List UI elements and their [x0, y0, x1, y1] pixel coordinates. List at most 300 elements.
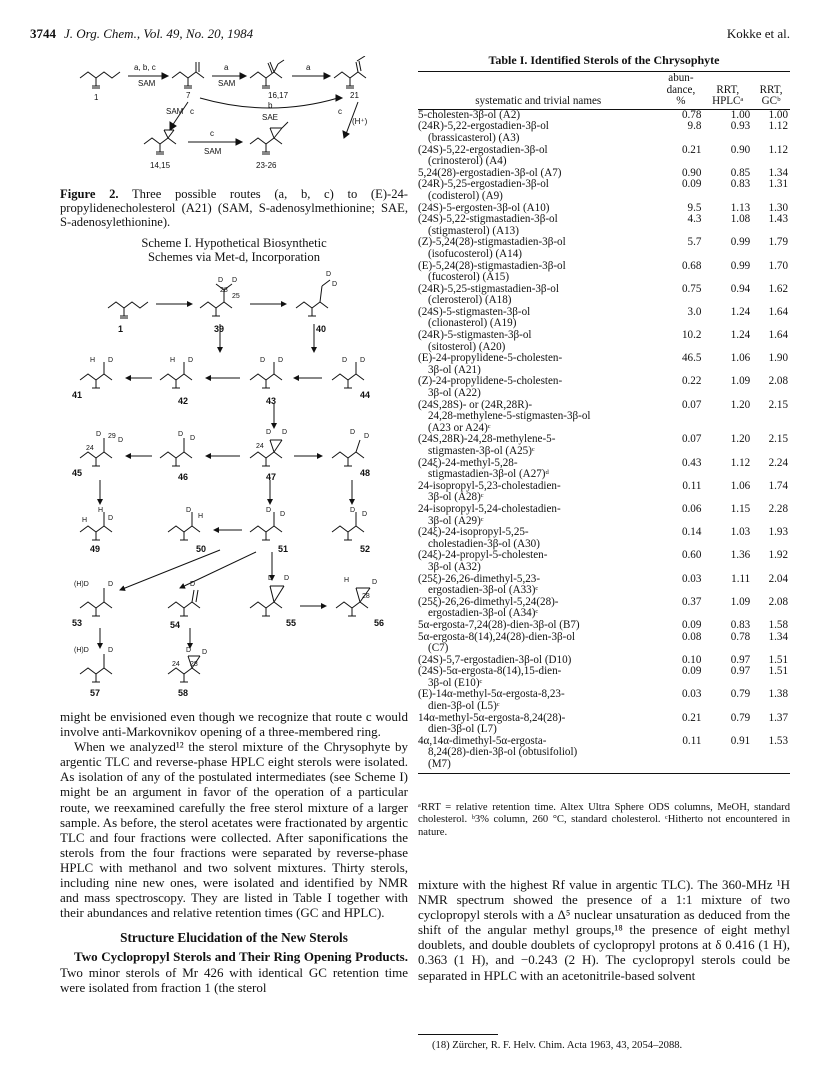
cmpd-7: 7: [186, 91, 191, 100]
rrt-gc-value: 1.00: [768, 108, 788, 121]
atom-hd: (H)D: [74, 581, 89, 588]
col-header-rrt-gc: [752, 72, 790, 110]
sterol-name: [418, 689, 658, 712]
rrt-gc-value: 1.53: [752, 736, 790, 773]
table-row: [418, 458, 790, 481]
atom-d: D: [218, 277, 224, 284]
rrt-gc-value: 2.28: [768, 502, 788, 515]
figure-2-label: Figure 2.: [60, 187, 119, 201]
rrt-hplc-value: 1.12: [730, 456, 751, 469]
table-row: [418, 145, 790, 168]
abundance-value: 0.22: [681, 375, 702, 388]
scheme-1-title: [60, 236, 408, 264]
abundance-value: 0.09: [681, 178, 702, 191]
cmpd-16-17: 16,17: [268, 91, 289, 100]
atom-d: D: [364, 433, 370, 440]
sterol-name-line: (25ξ)-26,26-dimethyl-5,23-: [418, 572, 541, 585]
sterol-name: [418, 145, 658, 168]
rrt-hplc-value: 1.24: [730, 305, 751, 318]
sterol-name-line: (E)-24-propylidene-5-cholesten-: [418, 352, 563, 365]
label-sam-4: SAM: [204, 147, 222, 156]
cmpd-1: 1: [118, 324, 124, 334]
sterol-name-line: (clerosterol) (A18): [428, 294, 512, 307]
abundance-value: 3.0: [687, 305, 702, 318]
label-c-3: c: [210, 129, 214, 138]
rrt-gc-value: 1.64: [768, 305, 788, 318]
sterol-name: [418, 353, 658, 376]
sterol-name-line: stigmasten-3β-ol (A25)ᶜ: [428, 445, 535, 457]
rrt-hplc-value: 1.09: [730, 595, 751, 608]
abundance-value: 0.09: [681, 618, 702, 631]
abundance-value: 0.90: [681, 166, 702, 179]
sterol-name-line: 5-cholesten-3β-ol (A2): [418, 108, 521, 121]
sterol-name: [418, 713, 658, 736]
rrt-gc-value: 1.37: [768, 711, 788, 724]
table-row: [418, 284, 790, 307]
atom-d: D: [232, 277, 238, 284]
paragraph-text: Two minor sterols of Mr 426 with identical GC retention time were isolated from fraction 1 (the sterol: [60, 964, 408, 995]
sterol-name: [418, 597, 658, 620]
label-a-2: a: [306, 63, 311, 72]
sterol-name-line: (24S)-5,22-ergostadien-3β-ol: [418, 143, 548, 156]
atom-n25: 25: [232, 293, 240, 300]
sterol-name-line: (24S,28S)- or (24R,28R)-: [418, 398, 533, 411]
left-body-text: [60, 709, 408, 995]
atom-d: D: [350, 429, 356, 436]
cmpd-41: 41: [72, 390, 83, 400]
sterol-name-line: 3β-ol (A21): [428, 363, 481, 376]
atom-h: H: [90, 357, 96, 364]
sterol-name: [418, 214, 658, 237]
rrt-hplc-value: 1.03: [730, 526, 751, 539]
rrt-hplc-value: 0.79: [730, 688, 751, 701]
rrt-gc-value: 2.15: [768, 398, 788, 411]
sterol-name: [418, 504, 658, 527]
sterol-name: [418, 307, 658, 330]
atom-h: H: [344, 577, 350, 584]
sterol-name-line: (24S)-5-stigmasten-3β-ol: [418, 305, 531, 318]
atom-d: D: [186, 507, 192, 514]
sterol-name: [418, 284, 658, 307]
atom-d: D: [268, 575, 274, 582]
cmpd-48: 48: [360, 468, 371, 478]
abundance-value: 0.03: [681, 572, 702, 585]
atom-n28: 28: [190, 661, 198, 668]
subheading: Two Cyclopropyl Sterols and Their Ring Opening Products.: [74, 949, 408, 965]
abundance-value: 0.11: [682, 479, 702, 492]
abundance-value: 0.10: [681, 653, 702, 666]
atom-n24: 24: [256, 443, 264, 450]
atom-d: D: [350, 507, 356, 514]
cmpd-39: 39: [214, 324, 225, 334]
sterol-name-line: (24ξ)-24-propyl-5-cholesten-: [418, 549, 548, 562]
rrt-gc-value: 1.79: [768, 236, 788, 249]
footnote-rule: [418, 1034, 498, 1035]
abundance-value: 46.5: [681, 352, 702, 365]
figure-2-scheme: [70, 56, 400, 186]
table-row: [418, 504, 790, 527]
abundance-value: 9.5: [687, 201, 702, 214]
sterol-name-line: 24-isopropyl-5,23-cholestadien-: [418, 479, 561, 492]
rrt-gc-value: 1.93: [768, 526, 788, 539]
abundance-value: 0.06: [681, 502, 702, 515]
sterol-name-line: 5α-ergosta-8(14),24(28)-dien-3β-ol: [418, 630, 575, 643]
sterol-name-line: (24R)-5-stigmasten-3β-ol: [418, 329, 532, 342]
atom-d: D: [266, 507, 272, 514]
cmpd-23-26: 23-26: [256, 161, 277, 170]
sterol-name-line: (24R)-5,25-stigmastadien-3β-ol: [418, 282, 559, 295]
label-b: b: [268, 101, 273, 110]
rrt-hplc-value: 0.91: [703, 736, 752, 773]
cmpd-55: 55: [286, 618, 297, 628]
cmpd-51: 51: [278, 544, 289, 554]
sterol-name-line: (24ξ)-24-isopropyl-5,25-: [418, 526, 529, 539]
atom-d: D: [186, 647, 192, 654]
sterol-name-line: cholestadien-3β-ol (A30): [428, 537, 540, 550]
scheme-1: [60, 268, 408, 704]
sterol-name: [418, 400, 658, 435]
rrt-hplc-value: 1.06: [730, 352, 751, 365]
table-row: [418, 481, 790, 504]
cmpd-47: 47: [266, 472, 277, 482]
rrt-hplc-value: 0.90: [730, 143, 751, 156]
abundance-value: 4.3: [687, 213, 702, 226]
cmpd-52: 52: [360, 544, 371, 554]
sterol-name: [418, 179, 658, 202]
cmpd-42: 42: [178, 396, 189, 406]
abundance-value: 0.08: [681, 630, 702, 643]
cmpd-53: 53: [72, 618, 83, 628]
sterol-name-line: (fucosterol) (A15): [428, 271, 510, 284]
cmpd-40: 40: [316, 324, 327, 334]
sterol-name-line: (24ξ)-24-methyl-5,28-: [418, 456, 518, 469]
rrt-gc-value: 1.90: [768, 352, 788, 365]
atom-d: D: [362, 511, 368, 518]
abundance-value: 0.68: [681, 259, 702, 272]
rrt-hplc-value: 1.13: [730, 201, 751, 214]
sterol-name-line: (isofucosterol) (A14): [428, 247, 522, 260]
rrt-hplc-value: 0.79: [730, 711, 751, 724]
sterol-name-line: (E)-14α-methyl-5α-ergosta-8,23-: [418, 688, 565, 701]
cmpd-45: 45: [72, 468, 83, 478]
sterol-name-line: 8,24(28)-dien-3β-ol (obtusifoliol): [428, 746, 578, 759]
rrt-gc-value: 2.08: [768, 375, 788, 388]
header-line: RRT,: [759, 83, 783, 96]
rrt-gc-value: 1.34: [768, 630, 788, 643]
label-c-2: c: [338, 107, 342, 116]
sterol-name-line: (brassicasterol) (A3): [428, 131, 520, 144]
atom-d: D: [190, 435, 196, 442]
atom-n28: 28: [362, 593, 370, 600]
table-footnote: ᵃRRT = relative retention time. Altex Ultra Sphere ODS columns, MeOH, standard cholesterol. ᵇ3% column, 260 °C, standard cholesterol. ᶜHitherto not encountered in nature.: [418, 802, 790, 838]
atom-d: D: [284, 575, 290, 582]
rrt-gc-value: 1.62: [768, 282, 788, 295]
abundance-value: 0.21: [681, 711, 702, 724]
rrt-hplc-value: 0.93: [730, 120, 751, 133]
sterol-name-line: (24R)-5,25-ergostadien-3β-ol: [418, 178, 549, 191]
rrt-hplc-value: 1.00: [730, 108, 751, 121]
rrt-gc-value: 1.12: [768, 143, 788, 156]
abundance-value: 0.07: [681, 433, 702, 446]
table-row: [418, 574, 790, 597]
sterol-name-line: (stigmasterol) (A13): [428, 224, 519, 237]
sterol-name: [418, 237, 658, 260]
sterol-name-line: (24R)-5,22-ergostadien-3β-ol: [418, 120, 549, 133]
rrt-hplc-value: 0.85: [730, 166, 751, 179]
sterol-name: [418, 527, 658, 550]
atom-d: D: [326, 271, 332, 278]
sterol-name-line: 5,24(28)-ergostadien-3β-ol (A7): [418, 166, 562, 179]
sterol-name: [418, 458, 658, 481]
sterol-name-line: 4α,14α-dimethyl-5α-ergosta-: [418, 734, 547, 747]
sterol-name: [418, 666, 658, 689]
table-row: [418, 121, 790, 144]
label-sae: SAE: [262, 113, 279, 122]
sterol-name-line: dien-3β-ol (L5)ᶜ: [428, 700, 500, 713]
table-row: [418, 179, 790, 202]
abundance-value: 0.21: [681, 143, 702, 156]
table-row: [418, 261, 790, 284]
atom-d: D: [178, 431, 184, 438]
rrt-gc-value: 2.04: [768, 572, 788, 585]
scheme-1-title-line2: Schemes via Met-d, Incorporation: [147, 250, 321, 264]
sterol-name: [418, 620, 658, 632]
atom-d: D: [280, 511, 286, 518]
atom-d: D: [360, 357, 366, 364]
rrt-hplc-value: 1.24: [730, 329, 751, 342]
atom-d: D: [332, 281, 338, 288]
sterol-name: [418, 736, 658, 773]
rrt-gc-value: 1.51: [768, 653, 788, 666]
abundance-value: 5.7: [687, 236, 702, 249]
sterol-name-line: 24-isopropyl-5,24-cholestadien-: [418, 502, 561, 515]
atom-d: D: [202, 649, 208, 656]
table-row: [418, 330, 790, 353]
abundance-value: 0.78: [681, 108, 702, 121]
abundance-value: 0.03: [681, 688, 702, 701]
table-row: [418, 550, 790, 573]
rrt-gc-value: 1.34: [768, 166, 788, 179]
sterol-name: [418, 376, 658, 399]
paragraph: When we analyzed¹² the sterol mixture of the Chrysophyte by argentic TLC and reverse-phase HPLC eight sterols were isolated. As isolation of any of the postulated intermediates (see Scheme I) might be an argument in favor of the operation of a particular route, we reexamined carefully the free sterol mixture of a larger sample. As before, the sterol acetates were fractionated by argentic TLC and four fractions were collected. After saponifications the sterols from the four fractions were separated by reverse-phase HPLC with methanol and two solvent mixtures. Thirty sterols, including nine new ones, were isolated and identified by NMR and mass spectroscopy. They are listed in Table I together with their abundances and relative retention times (GC and HPLC).: [60, 739, 408, 921]
label-sam-1: SAM: [138, 79, 156, 88]
sterol-name-line: (C7): [428, 642, 449, 655]
figure-2-caption-text: Three possible routes (a, b, c) to (E)-24-propylidenecholesterol (A21) (SAM, S-adenosylmethionine; SAE, S-adenosylethionine).: [60, 187, 408, 229]
atom-d: D: [108, 647, 114, 654]
paragraph: might be envisioned even though we recognize that route c would involve anti-Markovnikov opening of a three-membered ring.: [60, 709, 408, 740]
sterol-name-line: 5α-ergosta-7,24(28)-dien-3β-ol (B7): [418, 618, 580, 631]
footnote-18: (18) Zürcher, R. F. Helv. Chim. Acta 1963, 43, 2054–2088.: [432, 1040, 683, 1051]
cmpd-54: 54: [170, 620, 181, 630]
abundance-value: 0.75: [681, 282, 702, 295]
label-a-1: a: [224, 63, 229, 72]
rrt-gc-value: 1.31: [768, 178, 788, 191]
rrt-hplc-value: 0.99: [730, 236, 751, 249]
cmpd-58: 58: [178, 688, 189, 698]
sterol-name-line: 14α-methyl-5α-ergosta-8,24(28)-: [418, 711, 566, 724]
atom-h: H: [82, 517, 88, 524]
abundance-value: 9.8: [687, 120, 702, 133]
col-header-names: systematic and trivial names: [418, 72, 658, 110]
sterol-name-line: (E)-5,24(28)-stigmastadien-3β-ol: [418, 259, 566, 272]
label-sam-2: SAM: [218, 79, 236, 88]
sterol-name: [418, 632, 658, 655]
rrt-hplc-value: 0.83: [730, 618, 751, 631]
rrt-hplc-value: 0.97: [730, 653, 751, 666]
sterol-name-line: (24S,28R)-24,28-methylene-5-: [418, 433, 556, 446]
sterol-name-line: 3β-ol (A32): [428, 560, 481, 573]
sterol-name-line: (sitosterol) (A20): [428, 340, 506, 353]
rrt-gc-value: 1.12: [768, 120, 788, 133]
atom-d: D: [96, 431, 102, 438]
header-line: RRT,: [716, 83, 740, 96]
sterol-name-line: (codisterol) (A9): [428, 189, 503, 202]
table-row: [418, 689, 790, 712]
table-row: [418, 666, 790, 689]
rrt-hplc-value: 0.94: [730, 282, 751, 295]
rrt-gc-value: 1.74: [768, 479, 788, 492]
atom-n29: 29: [108, 433, 116, 440]
sterol-name-line: (clionasterol) (A19): [428, 317, 517, 330]
table-row: [418, 237, 790, 260]
rrt-hplc-value: 0.78: [730, 630, 751, 643]
header-line: HPLCᵃ: [712, 95, 744, 108]
abundance-value: 0.07: [681, 398, 702, 411]
atom-d: D: [190, 581, 196, 588]
rrt-hplc-value: 1.15: [730, 502, 751, 515]
right-body-text: mixture with the highest Rf value in argentic TLC). The 360-MHz ¹H NMR spectrum showed the presence of a 1:1 mixture of two cyclopropyl sterols with a Δ⁵ nuclear unsaturation as deduced from the shift of the angular methyl groups,¹⁸ the presence of eight methyl doublets, and double doublets of cyclopropyl protons at δ 0.416 (1 H), 0.363 (1 H), and −0.243 (2 H). The cyclopropyl sterols could be separated in HPLC with an acetonitrile-based solvent: [418, 877, 790, 983]
rrt-hplc-value: 1.11: [731, 572, 751, 585]
table-row: [418, 353, 790, 376]
cmpd-43: 43: [266, 396, 277, 406]
rrt-gc-value: 1.92: [768, 549, 788, 562]
header-line: abun-: [668, 72, 694, 84]
atom-h: H: [170, 357, 176, 364]
table-row: [418, 214, 790, 237]
table-row: [418, 527, 790, 550]
label-c-1: c: [190, 107, 194, 116]
col-header-abundance: [658, 72, 703, 110]
sterol-name-line: 3β-ol (A22): [428, 387, 481, 400]
abundance-value: 0.60: [681, 549, 702, 562]
header-line: dance,: [666, 83, 696, 96]
atom-d: D: [342, 357, 348, 364]
sterol-name-line: (Z)-5,24(28)-stigmastadien-3β-ol: [418, 236, 566, 249]
rrt-hplc-value: 1.36: [730, 549, 751, 562]
section-heading: Structure Elucidation of the New Sterols: [120, 930, 348, 946]
header-line: %: [676, 95, 686, 108]
sterol-name-line: (24S)-5,7-ergostadien-3β-ol (D10): [418, 653, 572, 666]
sterol-table: [418, 71, 790, 774]
sterol-name: [418, 261, 658, 284]
abundance-value: 10.2: [681, 329, 702, 342]
table-title: Table I. Identified Sterols of the Chrysophyte: [488, 53, 720, 67]
rrt-gc-value: 2.08: [768, 595, 788, 608]
page-number: 3744: [30, 26, 56, 41]
rrt-hplc-value: 1.09: [730, 375, 751, 388]
running-header: [30, 26, 790, 44]
sterol-name-line: (crinosterol) (A4): [428, 155, 507, 168]
sterol-name: [418, 330, 658, 353]
sterol-name-line: (24S)-5α-ergosta-8(14),15-dien-: [418, 665, 562, 678]
col-header-rrt-hplc: [703, 72, 752, 110]
sterol-name: [418, 121, 658, 144]
atom-n24: 24: [86, 445, 94, 452]
table-row: [418, 434, 790, 457]
abundance-value: 0.37: [681, 595, 702, 608]
atom-d: D: [118, 437, 124, 444]
rrt-gc-value: 1.43: [768, 213, 788, 226]
abundance-value: 0.09: [681, 665, 702, 678]
rrt-gc-value: 1.51: [768, 665, 788, 678]
author-header: Kokke et al.: [726, 26, 790, 41]
abundance-value: 0.11: [658, 736, 703, 773]
atom-d: D: [372, 579, 378, 586]
abundance-value: 0.43: [681, 456, 702, 469]
rrt-hplc-value: 0.97: [730, 665, 751, 678]
sterol-name: [418, 574, 658, 597]
sterol-name-line: (24S)-5,22-stigmastadien-3β-ol: [418, 213, 558, 226]
sterol-name: [418, 481, 658, 504]
atom-d: D: [108, 515, 114, 522]
sterol-name-line: 3β-ol (A28)ᶜ: [428, 491, 484, 504]
cmpd-50: 50: [196, 544, 207, 554]
table-row: [418, 736, 790, 773]
label-sam-3: SAM: [166, 107, 184, 116]
sterol-name-line: (25ξ)-26,26-dimethyl-5,24(28)-: [418, 595, 559, 608]
rrt-hplc-value: 0.99: [730, 259, 751, 272]
journal-citation: J. Org. Chem., Vol. 49, No. 20, 1984: [64, 26, 254, 41]
atom-hd: (H)D: [74, 647, 89, 654]
atom-d: D: [282, 429, 288, 436]
table-header-row: [418, 72, 790, 110]
sterol-name-line: stigmastadien-3β-ol (A27)ᵈ: [428, 468, 549, 481]
cmpd-46: 46: [178, 472, 189, 482]
rrt-gc-value: 1.58: [768, 618, 788, 631]
cmpd-1: 1: [94, 93, 99, 102]
label-abc: a, b, c: [134, 63, 156, 72]
sterol-name-line: 3β-ol (A29)ᶜ: [428, 514, 484, 527]
paragraph: [60, 949, 408, 994]
header-line: GCᵇ: [761, 95, 781, 108]
label-h-plus: (H⁺): [352, 117, 368, 126]
sterol-name: [418, 434, 658, 457]
rrt-gc-value: 1.38: [768, 688, 788, 701]
sterol-name-line: (Z)-24-propylidene-5-cholesten-: [418, 375, 563, 388]
figure-2-caption: [60, 187, 408, 229]
sterol-name: [418, 550, 658, 573]
cmpd-57: 57: [90, 688, 101, 698]
atom-n24: 24: [172, 661, 180, 668]
atom-h: H: [98, 507, 104, 514]
sterol-name-line: ergostadien-3β-ol (A33)ᶜ: [428, 584, 539, 597]
rrt-gc-value: 1.30: [768, 201, 788, 214]
rrt-gc-value: 1.64: [768, 329, 788, 342]
sterol-name-line: ergostadien-3β-ol (A34)ᶜ: [428, 607, 539, 620]
cmpd-49: 49: [90, 544, 101, 554]
rrt-hplc-value: 1.06: [730, 479, 751, 492]
table-row: [418, 400, 790, 435]
rrt-hplc-value: 1.20: [730, 433, 751, 446]
cmpd-14-15: 14,15: [150, 161, 171, 170]
table-row: [418, 597, 790, 620]
atom-d: D: [278, 357, 284, 364]
sterol-name-line: dien-3β-ol (L7): [428, 723, 497, 736]
table-row: [418, 376, 790, 399]
rrt-hplc-value: 1.20: [730, 398, 751, 411]
rrt-gc-value: 2.15: [768, 433, 788, 446]
atom-d: D: [108, 357, 114, 364]
